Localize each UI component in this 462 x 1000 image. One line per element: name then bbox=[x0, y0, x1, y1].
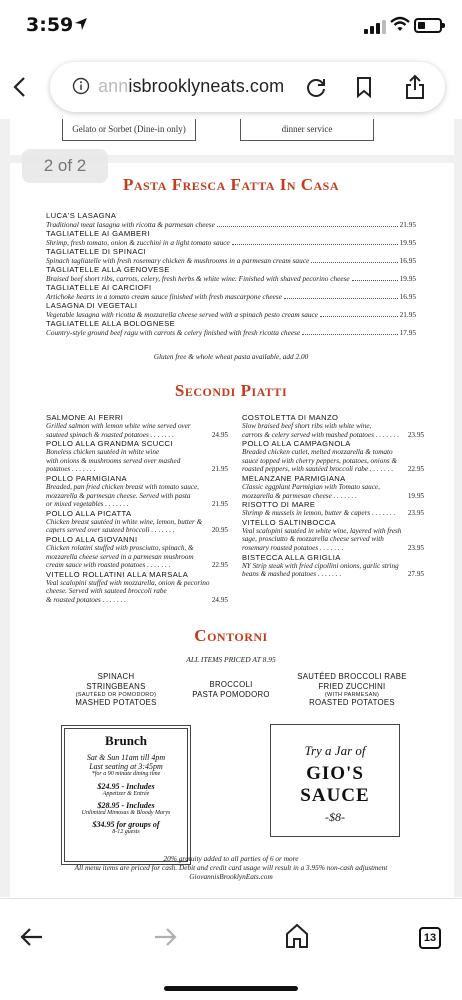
menu-item-price: 19.95 bbox=[399, 238, 416, 247]
menu-item-description bbox=[46, 422, 228, 431]
menu-item bbox=[242, 553, 424, 579]
menu-item-name: BISTECCA ALLA GRIGLIA bbox=[242, 552, 341, 562]
menu-item-price: 21.95 bbox=[211, 465, 228, 474]
menu-item-description-text: cream sauce with roasted potatoes bbox=[46, 561, 146, 570]
menu-item-description: Vegetable lasagna with ricotta & mozzarella cheese served with a spinach pesto cream sauce bbox=[46, 310, 319, 319]
menu-item-price: 22.95 bbox=[211, 561, 228, 570]
menu-item bbox=[46, 319, 416, 337]
menu-item-description bbox=[46, 587, 228, 596]
menu-item-name: TAGLIATELLE ALLA GENOVESE bbox=[46, 265, 170, 274]
forward-arrow-icon[interactable] bbox=[153, 927, 177, 947]
menu-item-description-text: mozzarella & parmesan cheese bbox=[242, 491, 332, 500]
dot-leader bbox=[320, 310, 398, 317]
menu-item-description-text: Classic eggplant Parmigian with Tomato sauce, bbox=[242, 482, 380, 491]
menu-item-name: POLLO PARMIGIANA bbox=[46, 473, 127, 483]
menu-item-description-text: mozzarella & parmesan cheese. Served with pasta bbox=[46, 491, 191, 500]
menu-item-description bbox=[46, 483, 228, 492]
menu-item bbox=[46, 509, 228, 535]
menu-item-description-text: Shrimp & mussels in lemon, butter & capers bbox=[242, 509, 371, 518]
menu-item-description bbox=[242, 483, 424, 492]
menu-item-description-text: Boneless chicken sautéed in white wine bbox=[46, 448, 160, 457]
secondi-section-title: Secondi Piatti bbox=[174, 381, 288, 400]
secondi-left-column bbox=[46, 413, 228, 605]
pasta-list bbox=[46, 211, 416, 337]
contorni-section-title: Contorni bbox=[194, 626, 268, 645]
menu-item-description bbox=[242, 562, 424, 571]
menu-item-name: TAGLIATELLE AI CARCIOFI bbox=[46, 283, 152, 292]
dot-leader: . . . . . . . bbox=[318, 543, 344, 552]
url-text[interactable]: annisbrooklyneats.com bbox=[98, 76, 285, 96]
menu-item-description bbox=[242, 431, 424, 440]
menu-item-description-text: Slow braised beef short ribs with white wine, bbox=[242, 422, 372, 430]
menu-item-description-text: Breaded, pan fried chicken breast with tomato sauce, bbox=[46, 482, 199, 491]
contorni-subtitle: ALL ITEMS PRICED AT 8.95 bbox=[186, 655, 276, 664]
menu-item-line bbox=[46, 310, 416, 319]
menu-item-name: TAGLIATELLE AI GAMBERI bbox=[46, 229, 150, 238]
menu-item-description: Artichoke hearts in a tomato cream sauce finished with fresh mascarpone cheese bbox=[46, 292, 282, 301]
menu-item-price: 21.95 bbox=[211, 500, 228, 509]
dot-leader bbox=[311, 256, 397, 263]
menu-item-description bbox=[242, 544, 424, 553]
menu-item-description-text: Chicken rolatini stuffed with prosciutto, spinach, & bbox=[46, 543, 194, 552]
dot-leader: . . . . . . . bbox=[70, 465, 96, 474]
menu-item-description bbox=[46, 544, 228, 553]
menu-item-description: Country-style ground beef ragu with carrots & celery finished with fresh ricotta cheese bbox=[46, 328, 301, 337]
menu-item-name: TAGLIATELLE ALLA BOLOGNESE bbox=[46, 319, 176, 328]
footer-notes: 20% gratuity added to all parties of 6 or more All menu items are priced for cash. Debit and credit card usage will result in a 3.95% non-cash adjustment GiovannisBrooklynEats.com bbox=[74, 854, 388, 881]
menu-item-description bbox=[242, 509, 424, 518]
menu-item-price: 17.95 bbox=[399, 328, 416, 337]
menu-item-description: Spinach tagliatelle with fresh rosemary chicken & mushrooms in a parmesan cream sauce bbox=[46, 256, 310, 265]
home-icon[interactable] bbox=[285, 923, 309, 949]
dot-leader bbox=[352, 274, 398, 281]
location-arrow-icon bbox=[74, 17, 88, 31]
menu-item-description-text: Chicken breast sautéed in white wine, lemon, butter & bbox=[46, 517, 203, 526]
dot-leader: . . . . . . . bbox=[331, 491, 357, 500]
menu-item-description-text: sauce topped with cherry peppers, potatoes, onions & bbox=[242, 456, 398, 465]
menu-item bbox=[242, 500, 424, 518]
menu-item bbox=[46, 474, 228, 509]
menu-item-description bbox=[46, 579, 228, 588]
status-bar bbox=[0, 0, 462, 52]
menu-item-description bbox=[46, 596, 228, 605]
menu-item-description: Shrimp, fresh tomato, onion & zucchini in a light tomato sauce bbox=[46, 238, 230, 247]
secondi-right-column bbox=[242, 413, 424, 579]
menu-item-description-text: potatoes bbox=[46, 465, 71, 474]
menu-item-price: 21.95 bbox=[399, 310, 416, 319]
menu-item-price: 21.95 bbox=[399, 220, 416, 229]
menu-item-description bbox=[242, 535, 424, 544]
menu-item bbox=[46, 413, 228, 439]
menu-item-description bbox=[242, 527, 424, 536]
menu-item-description bbox=[46, 526, 228, 535]
menu-item-name: POLLO ALLA GRANDMA SCUCCI bbox=[46, 439, 173, 449]
pasta-section-title: Pasta Fresca Fatta In Casa bbox=[122, 175, 340, 194]
menu-item-name: POLLO ALLA GIOVANNI bbox=[46, 534, 138, 544]
dot-leader: . . . . . . . bbox=[149, 526, 175, 535]
menu-item-description-text: cheese. Served with sauteed broccoli rabe bbox=[46, 587, 167, 596]
menu-item-line bbox=[46, 238, 416, 247]
menu-item-description bbox=[46, 492, 228, 501]
clock: 3:59 bbox=[26, 14, 74, 36]
menu-item-description bbox=[46, 465, 228, 474]
menu-item-description bbox=[242, 422, 424, 431]
address-bar[interactable] bbox=[50, 62, 445, 112]
menu-item-name: LUCA'S LASAGNA bbox=[46, 211, 117, 220]
menu-item-name: POLLO ALLA PICATTA bbox=[46, 508, 132, 518]
menu-item-description-text: roasted peppers, with sautéed broccoli rabe bbox=[242, 465, 369, 474]
dot-leader bbox=[232, 238, 398, 245]
info-icon[interactable] bbox=[72, 77, 90, 95]
menu-item-name: MELANZANE PARMIGIANA bbox=[242, 473, 346, 483]
menu-item bbox=[242, 413, 424, 439]
menu-item-name: RISOTTO DI MARE bbox=[242, 500, 316, 510]
menu-item-line bbox=[46, 328, 416, 337]
menu-item-price: 23.95 bbox=[407, 430, 424, 439]
menu-item-description-text: or mixed vegetables bbox=[46, 500, 104, 509]
wifi-icon bbox=[390, 16, 410, 32]
menu-item-description bbox=[242, 492, 424, 501]
menu-item-description bbox=[46, 518, 228, 527]
menu-item-line bbox=[46, 292, 416, 301]
dot-leader: . . . . . . . bbox=[148, 430, 174, 439]
menu-item-price: 24.95 bbox=[211, 595, 228, 604]
menu-item-name: POLLO ALLA CAMPAGNOLA bbox=[242, 439, 351, 449]
menu-item-description-text: Grilled salmon with lemon white wine served over bbox=[46, 422, 191, 430]
cellular-signal-icon bbox=[364, 20, 386, 34]
menu-item bbox=[242, 518, 424, 553]
contorni-column-1: SPINACH STRINGBEANS (SAUTÉED OR POMODORO) MASHED POTATOES bbox=[75, 672, 157, 707]
browser-toolbar bbox=[0, 898, 462, 1000]
brunch-title: Brunch bbox=[105, 733, 147, 748]
dot-leader: . . . . . . . bbox=[103, 500, 129, 509]
menu-item-description-text: sauteed spinach & roasted potatoes bbox=[46, 430, 149, 439]
menu-item-description bbox=[46, 553, 228, 562]
battery-icon bbox=[414, 18, 442, 33]
reload-icon[interactable] bbox=[305, 76, 327, 98]
menu-item bbox=[46, 265, 416, 283]
previous-page-box-left: Gelato or Sorbet (Dine-in only) bbox=[62, 119, 196, 141]
menu-item-description bbox=[46, 500, 228, 509]
page-indicator: 2 of 2 bbox=[22, 149, 108, 183]
menu-item-description bbox=[46, 448, 228, 457]
menu-item-line bbox=[46, 256, 416, 265]
menu-item-price: 16.95 bbox=[399, 256, 416, 265]
dot-leader bbox=[284, 292, 398, 299]
menu-item-description-text: sage, prosciutto & mozzarella cheese served with bbox=[242, 535, 384, 544]
menu-item-name: SALMONE AI FERRI bbox=[46, 413, 124, 422]
menu-item-description-text: mozzarella cheese served in a parmesan mushroom bbox=[46, 552, 194, 561]
dot-leader bbox=[217, 220, 398, 227]
menu-item-name: COSTOLETTA DI MANZO bbox=[242, 413, 339, 422]
gios-sauce-box: Try a Jar of GIO'S SAUCE -$8- bbox=[270, 724, 400, 837]
menu-item bbox=[242, 474, 424, 500]
menu-item-description bbox=[46, 561, 228, 570]
menu-item-name: VITELLO ROLLATINI ALLA MARSALA bbox=[46, 569, 189, 579]
dot-leader: . . . . . . . bbox=[368, 465, 394, 474]
menu-item bbox=[242, 439, 424, 474]
menu-item-name: TAGLIATELLE DI SPINACI bbox=[46, 247, 147, 256]
menu-item-name: VITELLO SALTINBOCCA bbox=[242, 517, 336, 527]
dot-leader: . . . . . . . bbox=[370, 509, 396, 518]
menu-item bbox=[46, 535, 228, 570]
menu-item bbox=[46, 570, 228, 605]
menu-item-description-text: NY Strip steak with fried cipollini onions, garlic string bbox=[242, 561, 399, 570]
menu-item-price: 23.95 bbox=[407, 543, 424, 552]
bookmark-icon[interactable] bbox=[355, 76, 373, 98]
menu-item-description: Traditional meat lasagna with ricotta & parmesan cheese bbox=[46, 220, 215, 229]
menu-item-description-text: capers served over sauteed broccoli bbox=[46, 526, 150, 535]
menu-item-description-text: Veal scalopini sautéed in white wine, layered with fresh bbox=[242, 526, 402, 535]
back-arrow-icon[interactable] bbox=[20, 927, 44, 947]
menu-item-price: 16.95 bbox=[399, 292, 416, 301]
menu-item-description-text: Veal scalopini stuffed with mozzarella, onion & pecorino bbox=[46, 578, 210, 587]
menu-item-description-text: & roasted potatoes bbox=[46, 595, 101, 604]
tab-switcher-button[interactable]: 13 bbox=[419, 927, 441, 949]
previous-page-box-right: dinner service bbox=[240, 119, 374, 141]
menu-item-description-text: with onions & mushrooms served over mashed bbox=[46, 456, 181, 465]
menu-item-description bbox=[242, 570, 424, 579]
menu-item-price: 19.95 bbox=[407, 491, 424, 500]
menu-item-name: LASAGNA DI VEGETALI bbox=[46, 301, 138, 310]
menu-item-description-text: rosemary roasted potatoes bbox=[242, 543, 319, 552]
menu-item-description bbox=[242, 457, 424, 466]
menu-item-line bbox=[46, 274, 416, 283]
contorni-column-3: SAUTÉED BROCCOLI RABE FRIED ZUCCHINI (WITH PARMESAN) ROASTED POTATOES bbox=[297, 672, 407, 707]
menu-item-price: 24.95 bbox=[211, 430, 228, 439]
menu-item-description-text: Breaded chicken cutlet, melted mozzarella & tomato bbox=[242, 448, 393, 457]
dot-leader bbox=[302, 328, 397, 335]
menu-item bbox=[46, 301, 416, 319]
menu-item-description-text: carrots & celery served with mashed potatoes bbox=[242, 430, 374, 439]
menu-item-description bbox=[46, 431, 228, 440]
home-indicator[interactable] bbox=[164, 986, 298, 991]
dot-leader: . . . . . . . bbox=[316, 570, 342, 579]
brunch-box: Brunch Sat & Sun 11am till 4pm Last seating at 3:45pm *for a 90 minute dining time $24.95 - Includes Appetizer & Entrée $28.95 - Includes Unlimited Mimosas & Bloody Marys $34.95 for groups of 8-12 guests bbox=[61, 725, 191, 865]
dot-leader: . . . . . . . bbox=[100, 595, 126, 604]
menu-item-description: Braised beef short ribs, carrots, celery, fresh herbs & white wine. Finished with shaved pecorino cheese bbox=[46, 274, 350, 283]
dot-leader: . . . . . . . bbox=[145, 561, 171, 570]
menu-item bbox=[46, 211, 416, 229]
menu-item-price: 20.95 bbox=[211, 526, 228, 535]
menu-item-description bbox=[46, 457, 228, 466]
contorni-column-2: BROCCOLI PASTA POMODORO bbox=[192, 680, 270, 699]
page-content[interactable] bbox=[0, 119, 462, 897]
menu-item-description bbox=[242, 465, 424, 474]
dot-leader: . . . . . . . bbox=[373, 430, 400, 439]
pasta-note: Gluten free & whole wheat pasta available, add 2.00 bbox=[153, 352, 309, 361]
menu-item-price: 22.95 bbox=[407, 465, 424, 474]
menu-item bbox=[46, 283, 416, 301]
menu-item bbox=[46, 229, 416, 247]
menu-item-description-text: beans & mashed potatoes bbox=[242, 570, 317, 579]
menu-item-description bbox=[242, 448, 424, 457]
menu-item-price: 23.95 bbox=[407, 509, 424, 518]
menu-item-line bbox=[46, 220, 416, 229]
chevron-left-icon[interactable] bbox=[12, 76, 26, 98]
menu-item bbox=[46, 439, 228, 474]
menu-item bbox=[46, 247, 416, 265]
share-icon[interactable] bbox=[404, 74, 426, 100]
menu-item-price: 27.95 bbox=[407, 570, 424, 579]
menu-item-price: 19.95 bbox=[399, 274, 416, 283]
